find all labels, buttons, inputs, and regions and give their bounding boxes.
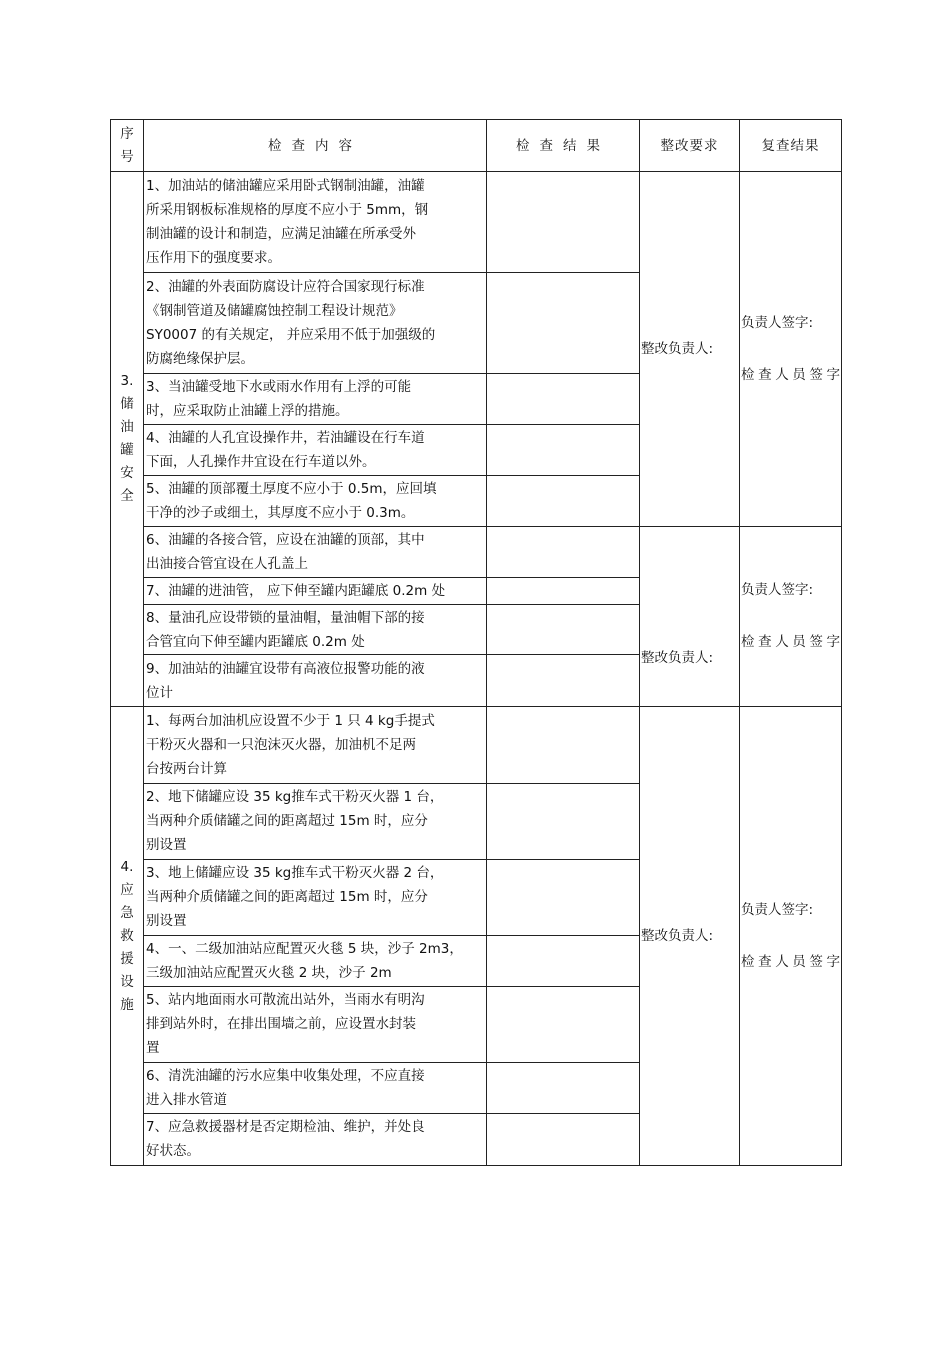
- check-item: 7、应急救援器材是否定期检油、维护，并处良 好状态。: [144, 1113, 487, 1165]
- review-cell[interactable]: [740, 527, 842, 706]
- header-review: 复查结果: [740, 120, 842, 172]
- header-row: [111, 120, 842, 172]
- check-item: 7、油罐的进油管， 应下伸至罐内距罐底 0.2m 处: [144, 578, 487, 605]
- requirement-cell[interactable]: [640, 706, 740, 1165]
- result-cell[interactable]: [487, 476, 640, 527]
- header-requirement: 整改要求: [640, 120, 740, 172]
- section-number: 4.: [120, 858, 134, 875]
- table-row: [111, 706, 842, 783]
- result-cell[interactable]: [487, 605, 640, 655]
- check-item: 4、一、二级加油站应配置灭火毯 5 块，沙子 2m3， 三级加油站应配置灭火毯 2 块，沙子 2m: [144, 935, 487, 986]
- rectify-person-label: 整改负责人:: [641, 341, 714, 358]
- check-item: 5、油罐的顶部覆土厚度不应小于 0.5m，应回填 干净的沙子或细土，其厚度不应小于 0.3m。: [144, 476, 487, 527]
- table-row: [111, 172, 842, 273]
- owner-sign-label: 负责人签字:: [741, 901, 814, 918]
- table-row: [111, 527, 842, 578]
- result-cell[interactable]: [487, 425, 640, 476]
- owner-sign-label: 负责人签字:: [741, 582, 814, 599]
- check-item: 6、清洗油罐的污水应集中收集处理，不应直接 进入排水管道: [144, 1062, 487, 1113]
- check-item: 2、油罐的外表面防腐设计应符合国家现行标准 《钢制管道及储罐腐蚀控制工程设计规范》 SY0007 的有关规定， 并应采用不低于加强级的 防腐绝缘保护层。: [144, 273, 487, 374]
- check-item: 8、量油孔应设带锁的量油帽，量油帽下部的接 合管宜向下伸至罐内距罐底 0.2m 处: [144, 605, 487, 655]
- check-item: 2、地下储罐应设 35 kg推车式干粉灭火器 1 台， 当两种介质储罐之间的距离超过 15m 时，应分 别设置: [144, 783, 487, 859]
- section-title: 储油罐安全: [120, 396, 134, 505]
- review-cell[interactable]: [740, 706, 842, 1165]
- check-item: 9、加油站的油罐宜设带有高液位报警功能的液 位计: [144, 655, 487, 706]
- inspection-table: [110, 119, 842, 1166]
- check-item: 1、加油站的储油罐应采用卧式钢制油罐，油罐 所采用钢板标准规格的厚度不应小于 5mm，钢 制油罐的设计和制造，应满足油罐在所承受外 压作用下的强度要求。: [144, 172, 487, 273]
- header-seq: 序号: [111, 120, 144, 172]
- result-cell[interactable]: [487, 935, 640, 986]
- check-item: 6、油罐的各接合管，应设在油罐的顶部，其中 出油接合管宜设在人孔盖上: [144, 527, 487, 578]
- check-item: 3、地上储罐应设 35 kg推车式干粉灭火器 2 台， 当两种介质储罐之间的距离超过 15m 时，应分 别设置: [144, 859, 487, 935]
- check-item: 1、每两台加油机应设置不少于 1 只 4 kg手提式 干粉灭火器和一只泡沫灭火器，加油机不足两 台按两台计算: [144, 706, 487, 783]
- inspector-sign-label: 检查人员签字: [741, 634, 840, 651]
- review-cell[interactable]: [740, 172, 842, 527]
- result-cell[interactable]: [487, 578, 640, 605]
- result-cell[interactable]: [487, 374, 640, 425]
- requirement-cell[interactable]: [640, 172, 740, 527]
- result-cell[interactable]: [487, 859, 640, 935]
- result-cell[interactable]: [487, 172, 640, 273]
- result-cell[interactable]: [487, 783, 640, 859]
- check-item: 3、当油罐受地下水或雨水作用有上浮的可能 时，应采取防止油罐上浮的措施。: [144, 374, 487, 425]
- inspector-sign-label: 检查人员签字: [741, 953, 840, 970]
- section-number: 3.: [120, 373, 134, 390]
- section-3-label: [111, 172, 144, 706]
- header-result: 检查结果: [487, 120, 640, 172]
- result-cell[interactable]: [487, 706, 640, 783]
- check-item: 4、油罐的人孔宜设操作井，若油罐设在行车道 下面，人孔操作井宜设在行车道以外。: [144, 425, 487, 476]
- result-cell[interactable]: [487, 655, 640, 706]
- section-4-label: [111, 706, 144, 1165]
- owner-sign-label: 负责人签字:: [741, 315, 814, 332]
- result-cell[interactable]: [487, 273, 640, 374]
- header-content: 检查内容: [144, 120, 487, 172]
- rectify-person-label: 整改负责人:: [641, 927, 714, 944]
- check-item: 5、站内地面雨水可散流出站外，当雨水有明沟 排到站外时，在排出围墙之前，应设置水封装 置: [144, 986, 487, 1062]
- result-cell[interactable]: [487, 986, 640, 1062]
- section-title: 应急救援设施: [120, 881, 134, 1013]
- rectify-person-label: 整改负责人:: [641, 649, 714, 666]
- result-cell[interactable]: [487, 1062, 640, 1113]
- requirement-cell[interactable]: [640, 527, 740, 706]
- result-cell[interactable]: [487, 1113, 640, 1165]
- result-cell[interactable]: [487, 527, 640, 578]
- inspector-sign-label: 检查人员签字: [741, 367, 840, 384]
